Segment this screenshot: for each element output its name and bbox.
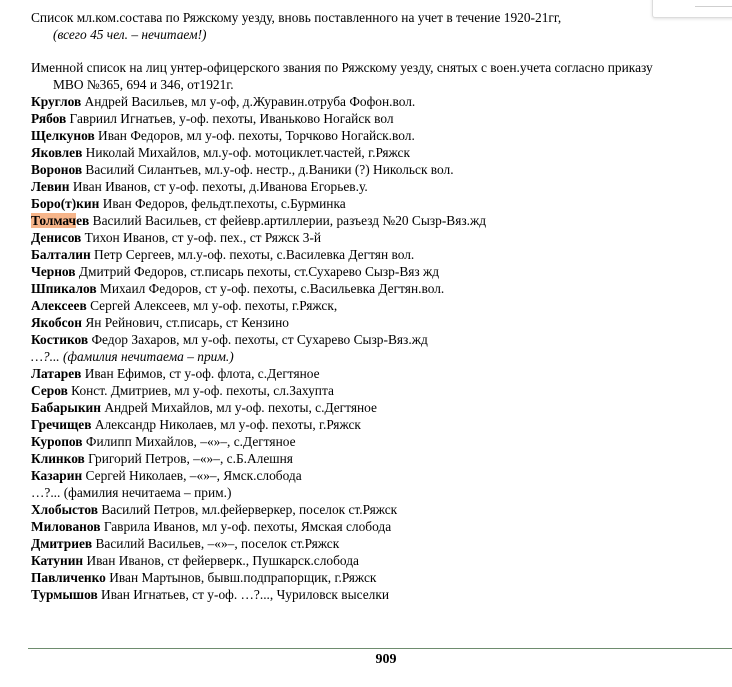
list-item xyxy=(31,144,731,161)
surname: Костиков xyxy=(31,332,89,347)
list-item xyxy=(31,195,731,212)
list-item xyxy=(31,365,731,382)
surname: Чернов xyxy=(31,264,76,279)
entry-details: Николай Михайлов, мл.у-оф. мотоциклет.частей, г.Ряжск xyxy=(82,145,410,160)
list-item xyxy=(31,331,731,348)
list-item xyxy=(31,535,731,552)
list-item xyxy=(31,416,731,433)
entry-details: Григорий Петров, –«»–, с.Б.Алешня xyxy=(84,451,293,466)
page-number: 909 xyxy=(375,652,397,667)
surname: Гречищев xyxy=(31,417,92,432)
entry-details: Иван Иванов, ст у-оф. пехоты, д.Иванова Егорьев.у. xyxy=(69,179,368,194)
surname: Левин xyxy=(31,179,70,194)
list-item xyxy=(31,586,731,603)
entry-details: Сергей Николаев, –«»–, Ямск.слобода xyxy=(82,468,302,483)
list-item xyxy=(31,399,731,416)
surname: Клинков xyxy=(31,451,85,466)
illegible-name-note: …?... (фамилия нечитаема – прим.) xyxy=(31,349,234,364)
surname: Круглов xyxy=(31,94,82,109)
surname: Балталин xyxy=(31,247,91,262)
entry-details: Иван Иванов, ст фейерверк., Пушкарск.слобода xyxy=(83,553,359,568)
surname: Куропов xyxy=(31,434,83,449)
entry-details: Ян Рейнович, ст.писарь, ст Кензино xyxy=(81,315,289,330)
entry-details: Дмитрий Федоров, ст.писарь пехоты, ст.Сухарево Сызр-Вяз жд xyxy=(75,264,440,279)
list-item xyxy=(31,518,731,535)
entry-details: Федор Захаров, мл у-оф. пехоты, ст Сухарево Сызр-Вяз.жд xyxy=(88,332,428,347)
list-item xyxy=(31,433,731,450)
list-item xyxy=(31,110,731,127)
entry-details: Андрей Михайлов, мл у-оф. пехоты, с.Дегтяное xyxy=(101,400,377,415)
surname: Воронов xyxy=(31,162,83,177)
list-item xyxy=(31,246,731,263)
entry-details: Конст. Дмитриев, мл у-оф. пехоты, сл.Захупта xyxy=(67,383,334,398)
surname: Казарин xyxy=(31,468,83,483)
surname: Хлобыстов xyxy=(31,502,98,517)
surname: Шпикалов xyxy=(31,281,97,296)
document-body xyxy=(31,9,731,603)
list-item xyxy=(31,280,731,297)
surname-remainder: ев xyxy=(76,213,90,228)
list-item xyxy=(31,229,731,246)
surname xyxy=(31,213,89,228)
entry-details: Тихон Иванов, ст у-оф. пех., ст Ряжск 3-й xyxy=(81,230,322,245)
list-item xyxy=(31,569,731,586)
list-item xyxy=(31,450,731,467)
list-item xyxy=(31,382,731,399)
entry-details: Иван Федоров, фельдт.пехоты, с.Бурминка xyxy=(99,196,346,211)
corner-divider xyxy=(695,6,732,7)
surname: Бабарыкин xyxy=(31,400,101,415)
list-item xyxy=(31,297,731,314)
entry-details: Сергей Алексеев, мл у-оф. пехоты, г.Ряжск, xyxy=(86,298,338,313)
entry-details: Андрей Васильев, мл у-оф, д.Журавин.отруба Фофон.вол. xyxy=(81,94,416,109)
entry-details: Иван Мартынов, бывш.подпрапорщик, г.Ряжск xyxy=(105,570,377,585)
entry-details: Филипп Михайлов, –«»–, с.Дегтяное xyxy=(82,434,296,449)
entry-details: Иван Ефимов, ст у-оф. флота, с.Дегтяное xyxy=(81,366,320,381)
surname: Павличенко xyxy=(31,570,106,585)
surname: Турмышов xyxy=(31,587,98,602)
surname: Серов xyxy=(31,383,68,398)
surname: Якобсон xyxy=(31,315,82,330)
entry-details: Иван Игнатьев, ст у-оф. …?..., Чуриловск выселки xyxy=(97,587,389,602)
heading-new-registrations: Список мл.ком.состава по Ряжскому уезду, вновь поставленного на учет в течение 1920-21гг, xyxy=(31,10,562,25)
heading-removed-list-line1: Именной список на лиц унтер-офицерского звания по Ряжскому уезду, снятых с воен.учета согласно приказу xyxy=(31,60,653,75)
list-item xyxy=(31,501,731,518)
entry-details: Михаил Федоров, ст у-оф. пехоты, с.Васильевка Дегтян.вол. xyxy=(96,281,445,296)
entry-details: Гаврила Иванов, мл у-оф. пехоты, Ямская слобода xyxy=(100,519,392,534)
list-item xyxy=(31,263,731,280)
entry-details: Гавриил Игнатьев, у-оф. пехоты, Иваньково Ногайск вол xyxy=(66,111,394,126)
list-item xyxy=(31,178,731,195)
heading-note: (всего 45 чел. – нечитаем!) xyxy=(53,27,207,42)
surname: Рябов xyxy=(31,111,67,126)
list-item xyxy=(31,212,731,229)
heading-removed-list-line2: МВО №365, 694 и 346, от1921г. xyxy=(53,77,234,92)
search-highlight: Толмач xyxy=(31,213,77,228)
surname: Яковлев xyxy=(31,145,83,160)
surname: Милованов xyxy=(31,519,101,534)
entry-details: Василий Васильев, –«»–, поселок ст.Ряжск xyxy=(92,536,340,551)
list-item xyxy=(31,127,731,144)
spacer xyxy=(31,43,731,59)
entry-details: Василий Петров, мл.фейерверкер, поселок ст.Ряжск xyxy=(97,502,398,517)
list-item xyxy=(31,552,731,569)
list-item xyxy=(31,467,731,484)
entry-details: Александр Николаев, мл у-оф. пехоты, г.Ряжск xyxy=(91,417,361,432)
entry-details: Петр Сергеев, мл.у-оф. пехоты, с.Василевка Дегтян вол. xyxy=(90,247,415,262)
illegible-name-note: …?... (фамилия нечитаема – прим.) xyxy=(31,485,232,500)
surname: Латарев xyxy=(31,366,82,381)
surname: Щелкунов xyxy=(31,128,95,143)
surname: Катунин xyxy=(31,553,84,568)
surname: Алексеев xyxy=(31,298,87,313)
list-item xyxy=(31,161,731,178)
surname: Дмитриев xyxy=(31,536,93,551)
entry-details: Иван Федоров, мл у-оф. пехоты, Торчково Ногайск.вол. xyxy=(94,128,415,143)
entry-details: Василий Силантьев, мл.у-оф. нестр., д.Ваники (?) Никольск вол. xyxy=(82,162,454,177)
surname: Боро(т)кин xyxy=(31,196,100,211)
entry-details: Василий Васильев, ст фейевр.артиллерии, разъезд №20 Сызр-Вяз.жд xyxy=(89,213,487,228)
footer-rule xyxy=(28,648,732,649)
list-item xyxy=(31,314,731,331)
surname: Денисов xyxy=(31,230,82,245)
list-item xyxy=(31,93,731,110)
name-list xyxy=(31,93,731,603)
